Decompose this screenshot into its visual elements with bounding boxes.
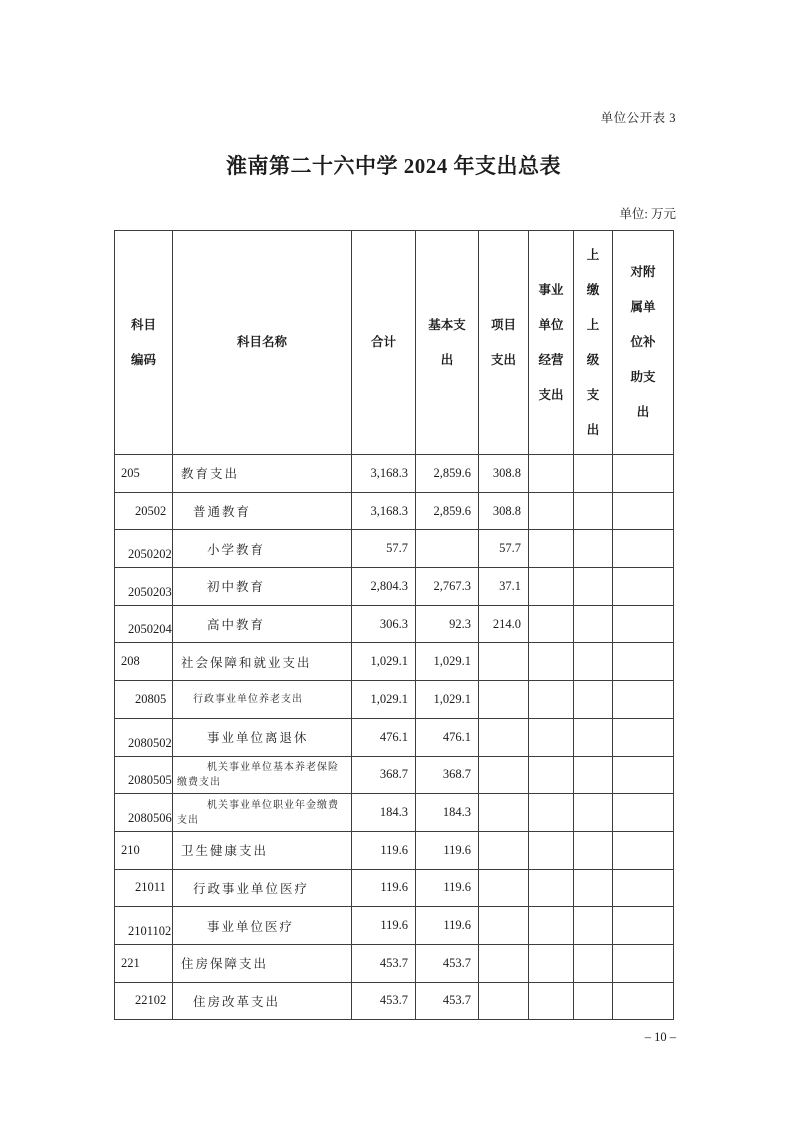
cell-project [479,944,529,982]
cell-name: 住房改革支出 [173,982,352,1020]
cell-project: 214.0 [479,605,529,643]
cell-operating [529,831,574,869]
table-header-row [115,231,674,455]
cell-code: 205 [115,455,173,493]
cell-project: 308.8 [479,492,529,530]
page-number: – 10 – [644,1030,676,1044]
cell-project [479,794,529,832]
cell-subsidy [613,643,674,681]
doc-label: 单位公开表 3 [600,111,676,125]
cell-project: 37.1 [479,568,529,606]
cell-code: 221 [115,944,173,982]
cell-name: 普通教育 [173,492,352,530]
cell-subsidy [613,530,674,568]
cell-upper [574,718,613,756]
cell-total: 306.3 [352,605,416,643]
cell-operating [529,643,574,681]
cell-total: 476.1 [352,718,416,756]
table-row [115,831,674,869]
cell-operating [529,756,574,794]
cell-upper [574,455,613,493]
cell-subsidy [613,492,674,530]
cell-basic: 119.6 [416,907,479,945]
cell-subsidy [613,681,674,719]
table-row [115,756,674,794]
table-row [115,455,674,493]
cell-name: 住房保障支出 [173,944,352,982]
cell-basic: 453.7 [416,982,479,1020]
cell-code: 2050204 [115,605,173,643]
col-header-upper: 上缴上级支出 [574,231,613,455]
col-header-project: 项目支出 [479,231,529,455]
cell-project [479,756,529,794]
cell-upper [574,944,613,982]
cell-operating [529,869,574,907]
cell-basic: 453.7 [416,944,479,982]
cell-code: 2050203 [115,568,173,606]
cell-project [479,907,529,945]
cell-subsidy [613,568,674,606]
cell-project [479,718,529,756]
table-row [115,568,674,606]
table-row [115,530,674,568]
cell-operating [529,492,574,530]
table-row [115,944,674,982]
cell-basic: 92.3 [416,605,479,643]
cell-name: 教育支出 [173,455,352,493]
cell-code: 2080502 [115,718,173,756]
cell-basic: 2,859.6 [416,455,479,493]
cell-name: 初中教育 [173,568,352,606]
cell-project [479,831,529,869]
cell-total: 119.6 [352,831,416,869]
cell-upper [574,530,613,568]
cell-total: 453.7 [352,982,416,1020]
cell-operating [529,568,574,606]
cell-project: 57.7 [479,530,529,568]
table-row [115,643,674,681]
cell-operating [529,681,574,719]
cell-upper [574,869,613,907]
cell-total: 368.7 [352,756,416,794]
cell-operating [529,605,574,643]
cell-project [479,982,529,1020]
col-header-name: 科目名称 [173,231,352,455]
table-row [115,681,674,719]
cell-subsidy [613,455,674,493]
cell-total: 3,168.3 [352,455,416,493]
cell-total: 119.6 [352,907,416,945]
cell-subsidy [613,756,674,794]
cell-name: 机关事业单位职业年金缴费支出 [173,794,352,832]
cell-code: 2101102 [115,907,173,945]
cell-code: 2080505 [115,756,173,794]
cell-total: 57.7 [352,530,416,568]
col-header-code: 科目编码 [115,231,173,455]
cell-subsidy [613,982,674,1020]
expense-table-body [115,455,674,1020]
table-row [115,492,674,530]
cell-name: 高中教育 [173,605,352,643]
cell-operating [529,794,574,832]
cell-subsidy [613,718,674,756]
cell-name: 事业单位医疗 [173,907,352,945]
cell-code: 22102 [115,982,173,1020]
table-row [115,907,674,945]
cell-subsidy [613,907,674,945]
cell-operating [529,718,574,756]
cell-upper [574,982,613,1020]
cell-code: 20502 [115,492,173,530]
cell-basic: 119.6 [416,869,479,907]
cell-operating [529,455,574,493]
cell-code: 20805 [115,681,173,719]
cell-total: 1,029.1 [352,681,416,719]
cell-code: 2080506 [115,794,173,832]
cell-upper [574,568,613,606]
cell-name: 机关事业单位基本养老保险缴费支出 [173,756,352,794]
col-header-subsidy: 对附属单位补助支出 [613,231,674,455]
cell-operating [529,907,574,945]
cell-subsidy [613,831,674,869]
cell-subsidy [613,605,674,643]
cell-upper [574,756,613,794]
table-row [115,718,674,756]
cell-code: 21011 [115,869,173,907]
cell-upper [574,794,613,832]
expense-table [114,230,674,1020]
cell-project [479,643,529,681]
cell-project [479,681,529,719]
cell-code: 208 [115,643,173,681]
cell-total: 3,168.3 [352,492,416,530]
cell-project [479,869,529,907]
table-row [115,869,674,907]
cell-upper [574,492,613,530]
unit-note: 单位: 万元 [619,207,676,221]
cell-project: 308.8 [479,455,529,493]
table-row [115,605,674,643]
cell-basic: 368.7 [416,756,479,794]
cell-basic: 184.3 [416,794,479,832]
cell-name: 小学教育 [173,530,352,568]
cell-basic: 2,859.6 [416,492,479,530]
col-header-total: 合计 [352,231,416,455]
cell-total: 453.7 [352,944,416,982]
cell-upper [574,831,613,869]
col-header-basic: 基本支出 [416,231,479,455]
cell-basic: 1,029.1 [416,681,479,719]
cell-name: 行政事业单位养老支出 [173,681,352,719]
cell-basic [416,530,479,568]
cell-operating [529,944,574,982]
table-row [115,794,674,832]
cell-total: 119.6 [352,869,416,907]
cell-upper [574,907,613,945]
cell-subsidy [613,794,674,832]
cell-basic: 119.6 [416,831,479,869]
cell-name: 社会保障和就业支出 [173,643,352,681]
cell-code: 210 [115,831,173,869]
table-row [115,982,674,1020]
cell-upper [574,643,613,681]
cell-name: 行政事业单位医疗 [173,869,352,907]
cell-code: 2050202 [115,530,173,568]
cell-operating [529,982,574,1020]
cell-basic: 476.1 [416,718,479,756]
cell-subsidy [613,944,674,982]
cell-name: 卫生健康支出 [173,831,352,869]
cell-name: 事业单位离退休 [173,718,352,756]
cell-total: 2,804.3 [352,568,416,606]
cell-upper [574,605,613,643]
cell-total: 184.3 [352,794,416,832]
page-title: 淮南第二十六中学 2024 年支出总表 [226,154,561,178]
cell-basic: 2,767.3 [416,568,479,606]
cell-operating [529,530,574,568]
col-header-operating: 事业单位经营支出 [529,231,574,455]
cell-upper [574,681,613,719]
cell-subsidy [613,869,674,907]
cell-basic: 1,029.1 [416,643,479,681]
cell-total: 1,029.1 [352,643,416,681]
